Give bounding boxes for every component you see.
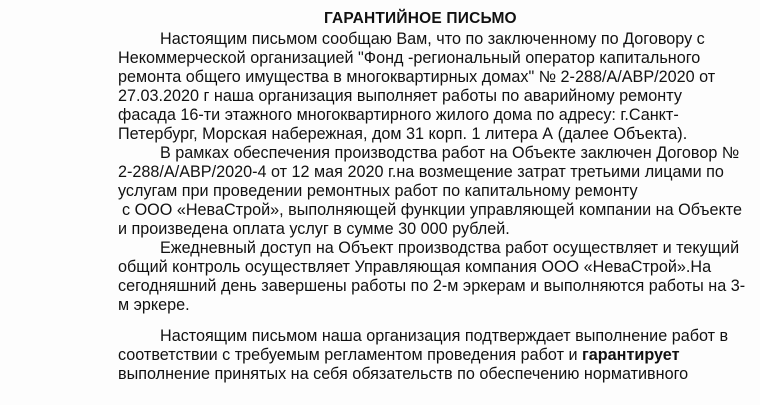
- document-title: ГАРАНТИЙНОЕ ПИСЬМО: [324, 10, 517, 27]
- paragraph-4-line-1: Настоящим письмом наша организация подтверждает выполнение работ в: [160, 327, 729, 345]
- paragraph-2-line-4: с ООО «НеваСтрой», выполняющей функции управляющей компании на Объекте: [122, 201, 743, 219]
- paragraph-2-line-1: В рамках обеспечения производства работ на Объекте заключен Договор №: [160, 144, 740, 162]
- paragraph-3-line-1: Ежедневный доступ на Объект производства работ осуществляет и текущий: [160, 239, 740, 257]
- paragraph-2-line-5: и произведена оплата услуг в сумме 30 000 рублей.: [118, 220, 510, 238]
- paragraph-3-line-2: общий контроль осуществляет Управляющая компания ООО «НеваСтрой».На: [118, 258, 712, 276]
- paragraph-1-line-1: Настоящим письмом сообщаю Вам, что по заключенному по Договору с: [160, 30, 705, 48]
- paragraph-1-line-5: фасада 16-ти этажного многоквартирного жилого дома по адресу: г.Санкт-: [118, 106, 679, 124]
- paragraph-1-line-3: ремонта общего имущества в многоквартирных домах" № 2-288/А/АВР/2020 от: [118, 68, 716, 86]
- paragraph-4-line-2-text: соответствии с требуемым регламентом проведения работ и: [118, 346, 583, 364]
- paragraph-1-line-4: 27.03.2020 г наша организация выполняет работы по аварийному ремонту: [118, 87, 682, 105]
- paragraph-4-line-2: [118, 346, 680, 365]
- paragraph-2-line-3: услугам при проведении ремонтных работ по капитальному ремонту: [118, 182, 638, 200]
- paragraph-2-line-2: 2-288/А/АВР/2020-4 от 12 мая 2020 г.на возмещение затрат третьими лицами по: [118, 163, 724, 181]
- paragraph-3-line-4: м эркере.: [118, 296, 190, 314]
- guarantee-bold-word: гарантирует: [582, 346, 680, 364]
- paragraph-3-line-3: сегодняшний день завершены работы по 2-м эркерам и выполняются работы на 3-: [118, 277, 746, 295]
- paragraph-1-line-6: Петербург, Морская набережная, дом 31 корп. 1 литера А (далее Объекта).: [118, 125, 688, 143]
- paragraph-4-line-3: выполнение принятых на себя обязательств по обеспечению нормативного: [118, 365, 689, 383]
- paragraph-1-line-2: Некоммерческой организацией "Фонд -региональный оператор капитального: [118, 49, 701, 67]
